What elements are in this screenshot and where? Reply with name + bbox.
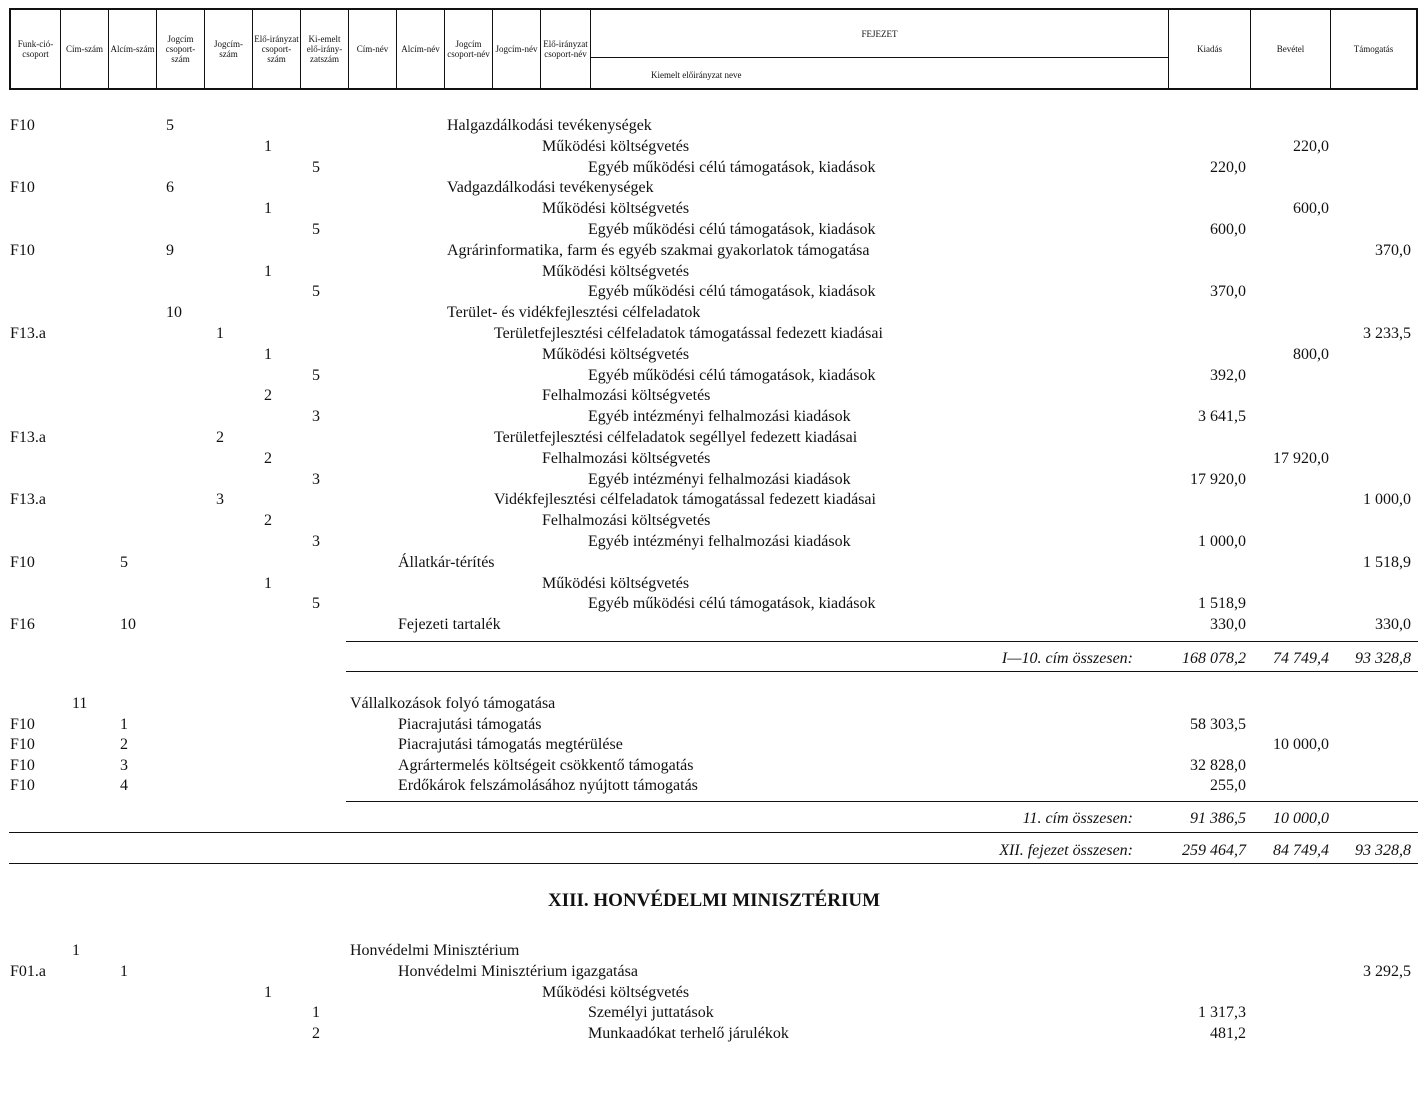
divider-line [346, 801, 1418, 802]
table-row [0, 775, 1428, 796]
row-name: Vidékfejlesztési célfeladatok támogatással fedezett kiadásai [494, 491, 876, 509]
jc-number: 1 [216, 325, 224, 342]
alc-number: 10 [120, 616, 136, 634]
row-name: Agrártermelés költségeit csökkentő támogatás [398, 756, 694, 774]
total-bev: 10 000,0 [1273, 810, 1329, 827]
table-row [0, 593, 1428, 614]
ecs-number: 1 [264, 983, 272, 1001]
jcs-number: 9 [166, 241, 174, 259]
row-name: Személyi juttatások [588, 1004, 714, 1022]
header-col-7: Ki-emelt elő-irány-zatszám [301, 10, 349, 88]
kiad-value: 1 000,0 [1198, 533, 1246, 550]
header-kiadas: Kiadás [1169, 10, 1251, 88]
bev-value: 220,0 [1293, 137, 1329, 155]
row-name: Működési költségvetés [542, 262, 690, 280]
header-tamogatas: Támogatás [1353, 44, 1394, 54]
row-name: Egyéb intézményi felhalmozási kiadások [588, 470, 851, 488]
table-row [0, 406, 1428, 427]
funkcio-code: F13.a [10, 491, 46, 509]
kie-number: 5 [312, 158, 320, 176]
tam-value: 1 518,9 [1363, 553, 1411, 571]
row-name: Felhalmozási költségvetés [542, 449, 711, 467]
table-row [0, 448, 1428, 469]
row-name: Egyéb működési célú támogatások, kiadások [588, 366, 876, 384]
table-row [0, 693, 1428, 714]
row-name: Működési költségvetés [542, 983, 690, 1001]
row-name: Működési költségvetés [542, 345, 690, 363]
divider-line [346, 671, 1418, 672]
table-row [0, 261, 1428, 282]
header-col-12: Elő-irányzat csoport-név [541, 10, 591, 88]
jc-number: 3 [216, 491, 224, 509]
row-name: Agrárinformatika, farm és egyéb szakmai gyakorlatok támogatása [447, 241, 870, 259]
row-name: Működési költségvetés [542, 137, 690, 155]
table-row [0, 714, 1428, 735]
kiad-value: 58 303,5 [1190, 715, 1246, 733]
row-name: Vállalkozások folyó támogatása [350, 695, 556, 712]
funkcio-code: F10 [10, 777, 35, 795]
total-label: 11. cím összesen: [1022, 810, 1133, 827]
row-name: Állatkár-térítés [398, 553, 495, 571]
alc-number: 4 [120, 777, 128, 795]
ecs-number: 1 [264, 137, 272, 155]
funkcio-code: F10 [10, 736, 35, 754]
table-row [0, 489, 1428, 510]
bev-value: 17 920,0 [1273, 449, 1329, 467]
table-row [0, 302, 1428, 323]
total-label: XII. fejezet összesen: [999, 842, 1133, 859]
bev-value: 800,0 [1293, 345, 1329, 363]
tam-value: 330,0 [1375, 616, 1411, 634]
header-kiemelt: Kiemelt előirányzat neve [591, 58, 1169, 88]
ecs-number: 2 [264, 387, 272, 405]
kie-number: 2 [312, 1025, 320, 1043]
row-name: Egyéb működési célú támogatások, kiadások [588, 595, 876, 613]
total-tam: 93 328,8 [1355, 842, 1411, 859]
kiad-value: 32 828,0 [1190, 756, 1246, 774]
tam-value: 1 000,0 [1363, 491, 1411, 509]
header-col-1: Funk-ció-csoport [11, 10, 61, 88]
ecs-number: 1 [264, 200, 272, 218]
header-col-8: Cím-név [349, 10, 397, 88]
cim-number: 1 [72, 942, 80, 959]
bev-value: 10 000,0 [1273, 736, 1329, 754]
divider-line [9, 832, 1418, 833]
divider-line [9, 863, 1418, 864]
kie-number: 1 [312, 1004, 320, 1022]
total-kiad: 259 464,7 [1182, 842, 1246, 859]
table-row [0, 469, 1428, 490]
row-name: Halgazdálkodási tevékenységek [447, 117, 652, 134]
row-name: Működési költségvetés [542, 574, 690, 592]
header-col-6: Elő-irányzat csoport-szám [253, 10, 301, 88]
row-name: Piacrajutási támogatás megtérülése [398, 736, 623, 754]
table-row [0, 344, 1428, 365]
kie-number: 5 [312, 283, 320, 301]
jcs-number: 5 [166, 117, 174, 134]
table-row [0, 323, 1428, 344]
row-name: Egyéb működési célú támogatások, kiadások [588, 158, 876, 176]
alc-number: 3 [120, 756, 128, 774]
table-row [0, 1023, 1428, 1044]
tam-value: 3 292,5 [1363, 962, 1411, 980]
row-name: Honvédelmi Minisztérium igazgatása [398, 962, 638, 980]
header-col-10: Jogcím csoport-név [445, 10, 493, 88]
funkcio-code: F10 [10, 715, 35, 733]
tam-value: 370,0 [1375, 241, 1411, 259]
ecs-number: 1 [264, 574, 272, 592]
funkcio-code: F10 [10, 179, 35, 197]
kiad-value: 1 518,9 [1198, 595, 1246, 613]
kiad-value: 481,2 [1210, 1025, 1246, 1043]
table-row [0, 136, 1428, 157]
row-name: Erdőkárok felszámolásához nyújtott támogatás [398, 777, 698, 795]
row-name: Működési költségvetés [542, 200, 690, 218]
table-row [0, 1002, 1428, 1023]
funkcio-code: F13.a [10, 429, 46, 446]
ecs-number: 2 [264, 449, 272, 467]
ecs-number: 1 [264, 262, 272, 280]
kie-number: 3 [312, 408, 320, 426]
kiad-value: 220,0 [1210, 158, 1246, 176]
header-bevetel: Bevétel [1251, 10, 1331, 88]
table-row [0, 281, 1428, 302]
funkcio-code: F10 [10, 756, 35, 774]
kiad-value: 255,0 [1210, 777, 1246, 795]
table-row [0, 115, 1428, 136]
funkcio-code: F10 [10, 241, 35, 259]
table-row [0, 219, 1428, 240]
header-col-11: Jogcím-név [493, 10, 541, 88]
row-name: Egyéb intézményi felhalmozási kiadások [588, 408, 851, 426]
alc-number: 1 [120, 962, 128, 980]
table-row [0, 365, 1428, 386]
table-row [0, 755, 1428, 776]
header-col-5: Jogcím-szám [205, 10, 253, 88]
kie-number: 3 [312, 533, 320, 550]
kiad-value: 600,0 [1210, 221, 1246, 238]
total-label: I—10. cím összesen: [1001, 650, 1133, 667]
row-name: Honvédelmi Minisztérium [350, 942, 520, 959]
kiad-value: 370,0 [1210, 283, 1246, 301]
table-row [0, 961, 1428, 982]
row-name: Egyéb intézményi felhalmozási kiadások [588, 533, 851, 550]
kie-number: 5 [312, 366, 320, 384]
total-tam: 93 328,8 [1355, 650, 1411, 667]
funkcio-code: F10 [10, 553, 35, 571]
header-col-9: Alcím-név [397, 10, 445, 88]
table-row [0, 552, 1428, 573]
divider-line [346, 641, 1418, 642]
jc-number: 2 [216, 429, 224, 446]
alc-number: 1 [120, 715, 128, 733]
kie-number: 5 [312, 221, 320, 238]
table-row [0, 385, 1428, 406]
table-row [0, 734, 1428, 755]
row-name: Területfejlesztési célfeladatok segéllyel fedezett kiadásai [494, 429, 858, 446]
header-col-4: Jogcím csoport-szám [157, 10, 205, 88]
row-name: Piacrajutási támogatás [398, 715, 542, 733]
table-row [0, 240, 1428, 261]
total-kiad: 168 078,2 [1182, 650, 1246, 667]
total-bev: 74 749,4 [1273, 650, 1329, 667]
total-kiad: 91 386,5 [1190, 810, 1246, 827]
total-bev: 84 749,4 [1273, 842, 1329, 859]
kiad-value: 392,0 [1210, 366, 1246, 384]
alc-number: 5 [120, 553, 128, 571]
funkcio-code: F10 [10, 117, 35, 134]
cim-number: 11 [72, 695, 88, 712]
row-name: Felhalmozási költségvetés [542, 512, 711, 530]
section-title: XIII. HONVÉDELMI MINISZTÉRIUM [547, 890, 881, 911]
row-name: Felhalmozási költségvetés [542, 387, 711, 405]
table-row [0, 177, 1428, 198]
row-name: Terület- és vidékfejlesztési célfeladatok [447, 304, 701, 322]
row-name: Munkaadókat terhelő járulékok [588, 1025, 789, 1043]
table-row [0, 573, 1428, 594]
alc-number: 2 [120, 736, 128, 754]
table-row [0, 531, 1428, 552]
ecs-number: 1 [264, 345, 272, 363]
header-col-3: Alcím-szám [109, 10, 157, 88]
jcs-number: 6 [166, 179, 174, 197]
table-row [0, 198, 1428, 219]
jcs-number: 10 [166, 304, 182, 322]
header-col-2: Cím-szám [61, 10, 109, 88]
funkcio-code: F16 [10, 616, 35, 634]
kie-number: 5 [312, 595, 320, 613]
table-header [9, 8, 1418, 90]
funkcio-code: F01.a [10, 962, 46, 980]
total-row-cim-11 [0, 808, 1428, 829]
kiad-value: 17 920,0 [1190, 470, 1246, 488]
header-fejezet: FEJEZET [591, 10, 1169, 58]
table-row [0, 427, 1428, 448]
table-row [0, 940, 1428, 961]
row-name: Vadgazdálkodási tevékenységek [447, 179, 654, 197]
bev-value: 600,0 [1293, 200, 1329, 218]
row-name: Fejezeti tartalék [398, 616, 501, 634]
tam-value: 3 233,5 [1363, 325, 1411, 342]
row-name: Területfejlesztési célfeladatok támogatással fedezett kiadásai [494, 325, 883, 342]
kiad-value: 330,0 [1210, 616, 1246, 634]
total-row-fejezet [0, 840, 1428, 861]
table-row [0, 614, 1428, 635]
funkcio-code: F13.a [10, 325, 46, 342]
ecs-number: 2 [264, 512, 272, 530]
kiad-value: 3 641,5 [1198, 408, 1246, 426]
row-name: Egyéb működési célú támogatások, kiadások [588, 283, 876, 301]
kie-number: 3 [312, 470, 320, 488]
total-row-cim-1-10 [0, 648, 1428, 669]
table-row [0, 510, 1428, 531]
kiad-value: 1 317,3 [1198, 1004, 1246, 1022]
table-row [0, 157, 1428, 178]
table-row [0, 982, 1428, 1003]
row-name: Egyéb működési célú támogatások, kiadások [588, 221, 876, 238]
